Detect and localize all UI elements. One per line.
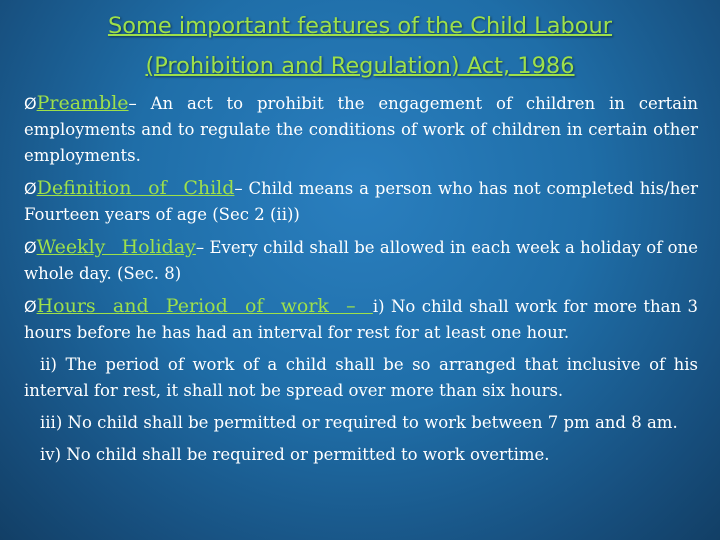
slide-title [0, 6, 720, 86]
bullet-text: – Child means a person who has not completed his/her Fourteen years of age (Sec 2 (ii)) [24, 179, 698, 224]
slide-body [24, 90, 698, 474]
bullet-text: – An act to prohibit the engagement of children in certain employments and to regulate the conditions of work of children in certain other employments. [24, 94, 698, 165]
sub-item-ii: ii) The period of work of a child shall be so arranged that inclusive of his interval for rest, it shall not be spread over more than six hours. [24, 355, 698, 400]
bullet-text: – Every child shall be allowed in each week a holiday of one whole day. (Sec. 8) [24, 238, 698, 283]
title-line-1: Some important features of the Child Labour [107, 13, 613, 39]
arrow-bullet-icon: Ø [24, 179, 37, 198]
bullet-term: Hours and Period of work – [36, 295, 373, 317]
arrow-bullet-icon: Ø [24, 297, 37, 316]
bullet-term: Weekly Holiday [36, 236, 196, 258]
bullet-hours-period [24, 293, 698, 346]
title-line-2: (Prohibition and Regulation) Act, 1986 [145, 53, 575, 79]
bullet-text: i) No child shall work for more than 3 hours before he has had an interval for rest for at least one hour. [24, 297, 699, 342]
arrow-bullet-icon: Ø [24, 94, 37, 113]
sub-item-iv: iv) No child shall be required or permitted to work overtime. [40, 445, 550, 464]
bullet-term: Preamble [36, 92, 129, 114]
bullet-term: Definition of Child [36, 177, 235, 199]
arrow-bullet-icon: Ø [24, 238, 37, 257]
bullet-definition [24, 175, 698, 228]
sub-item-iii: iii) No child shall be permitted or required to work between 7 pm and 8 am. [40, 413, 678, 432]
bullet-preamble [24, 90, 698, 169]
bullet-weekly-holiday [24, 234, 698, 287]
